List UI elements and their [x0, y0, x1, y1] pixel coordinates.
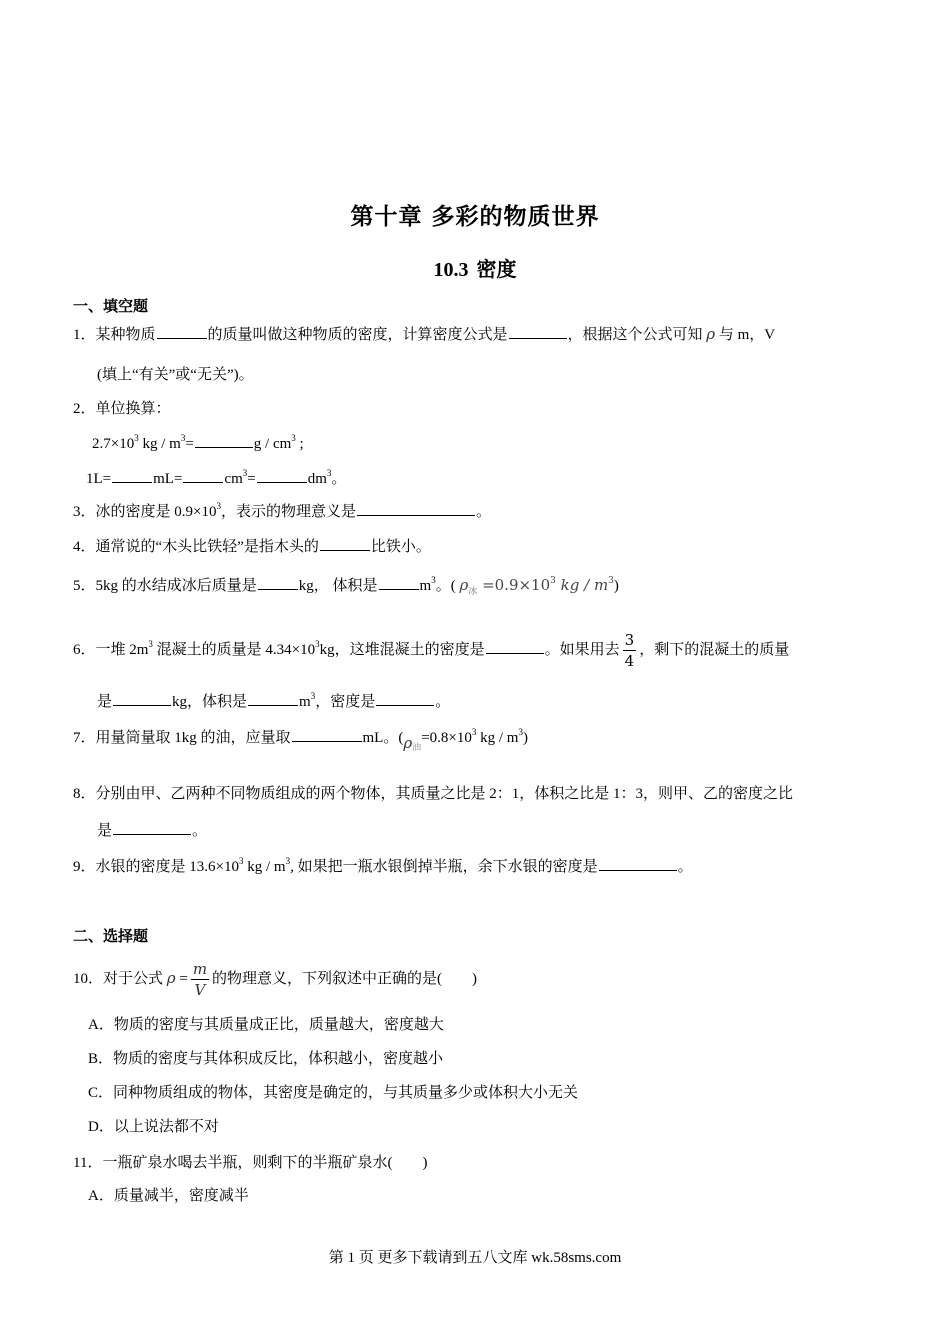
fraction-three-quarters: $\frac{3}{4}$: [624, 631, 635, 671]
question-8: 8．分别由甲、乙两种不同物质组成的两个物体，其质量之比是 2：1，体积之比是 1：3，则甲、乙的密度之比: [73, 786, 794, 802]
question-7: 7．用量筒量取 1kg 的油，应量取 mL。($\rho_油=0.8\times 10^3$ kg / $m^3$): [73, 727, 528, 752]
answer-blank[interactable]: [157, 323, 207, 339]
section-title: [0, 253, 950, 282]
question-5: 5．5kg 的水结成冰后质量是 kg， 体积是 $m^3$。( $\rho_冰 =0.9\times 10^3$ kg / $m^3$): [73, 575, 619, 597]
answer-blank[interactable]: [113, 819, 191, 835]
question-1-cont: (填上“有关”或“无关”)。: [97, 367, 254, 383]
option-10d[interactable]: D．以上说法都不对: [88, 1119, 219, 1135]
answer-blank[interactable]: [599, 855, 677, 871]
question-2: 2．单位换算：: [73, 401, 171, 417]
answer-blank[interactable]: [292, 726, 362, 742]
answer-blank[interactable]: [183, 467, 223, 483]
question-1: 1．某种物质 的质量叫做这种物质的密度，计算密度公式是 ，根据这个公式可知 ρ 与 m，V: [73, 325, 776, 343]
question-2-line1: $2.7\times 10^3$ kg / $m^3= g / cm^3$ ;: [92, 433, 304, 452]
question-6: 6．一堆 $2m^3$ 混凝土的质量是 $4.34\times 10^3kg$，这堆混凝土的密度是 。如果用去 $\frac{3}{4}$ ，剩下的混凝土的质量: [73, 631, 790, 671]
question-9: 9．水银的密度是 $13.6\times 10^3$ kg / $m^3$, 如果把一瓶水银倒掉半瓶，余下水银的密度是 。: [73, 856, 693, 875]
density-formula-fraction: $\frac{m}{V}$: [192, 960, 208, 1000]
section-name: 密度: [476, 257, 517, 281]
answer-blank[interactable]: [376, 690, 434, 706]
page-footer: 第 1 页 更多下载请到五八文库 wk.58sms.com: [328, 1250, 622, 1266]
part1-heading: 一、填空题: [73, 297, 149, 315]
option-10b[interactable]: B．物质的密度与其体积成反比，体积越小，密度越小: [88, 1051, 444, 1067]
section-number: 10.3: [433, 259, 469, 281]
answer-blank[interactable]: [248, 690, 298, 706]
answer-blank[interactable]: [112, 467, 152, 483]
answer-blank[interactable]: [257, 467, 307, 483]
answer-blank[interactable]: [357, 500, 475, 516]
question-3: 3．冰的密度是 $0.9\times 10^3$，表示的物理意义是 。: [73, 501, 491, 520]
option-10c[interactable]: C．同种物质组成的物体，其密度是确定的，与其质量多少或体积大小无关: [88, 1085, 579, 1101]
answer-blank[interactable]: [195, 432, 253, 448]
question-4: 4．通常说的“木头比铁轻”是指木头的 比铁小。: [73, 535, 877, 558]
option-10a[interactable]: A．物质的密度与其质量成正比，质量越大，密度越大: [88, 1017, 444, 1033]
option-11a[interactable]: A．质量减半，密度减半: [88, 1188, 249, 1204]
question-8-cont: 是 。: [97, 819, 877, 842]
answer-blank[interactable]: [258, 574, 298, 590]
answer-blank[interactable]: [379, 574, 419, 590]
part2-heading: 二、选择题: [73, 927, 149, 945]
answer-blank[interactable]: [320, 535, 370, 551]
chapter-title: 第十章 多彩的物质世界: [350, 204, 600, 230]
question-2-line2: $1L= mL= cm^3= dm^3$。: [86, 468, 347, 487]
question-10: 10．对于公式 ρ = $\frac{m}{V}$ 的物理意义，下列叙述中正确的是( ): [73, 960, 478, 1000]
question-11: 11．一瓶矿泉水喝去半瓶，则剩下的半瓶矿泉水( ): [73, 1155, 428, 1171]
answer-blank[interactable]: [486, 638, 544, 654]
answer-blank[interactable]: [509, 323, 567, 339]
answer-blank[interactable]: [113, 690, 171, 706]
question-6-cont: 是 kg，体积是 $m^3$，密度是 。: [97, 691, 451, 710]
